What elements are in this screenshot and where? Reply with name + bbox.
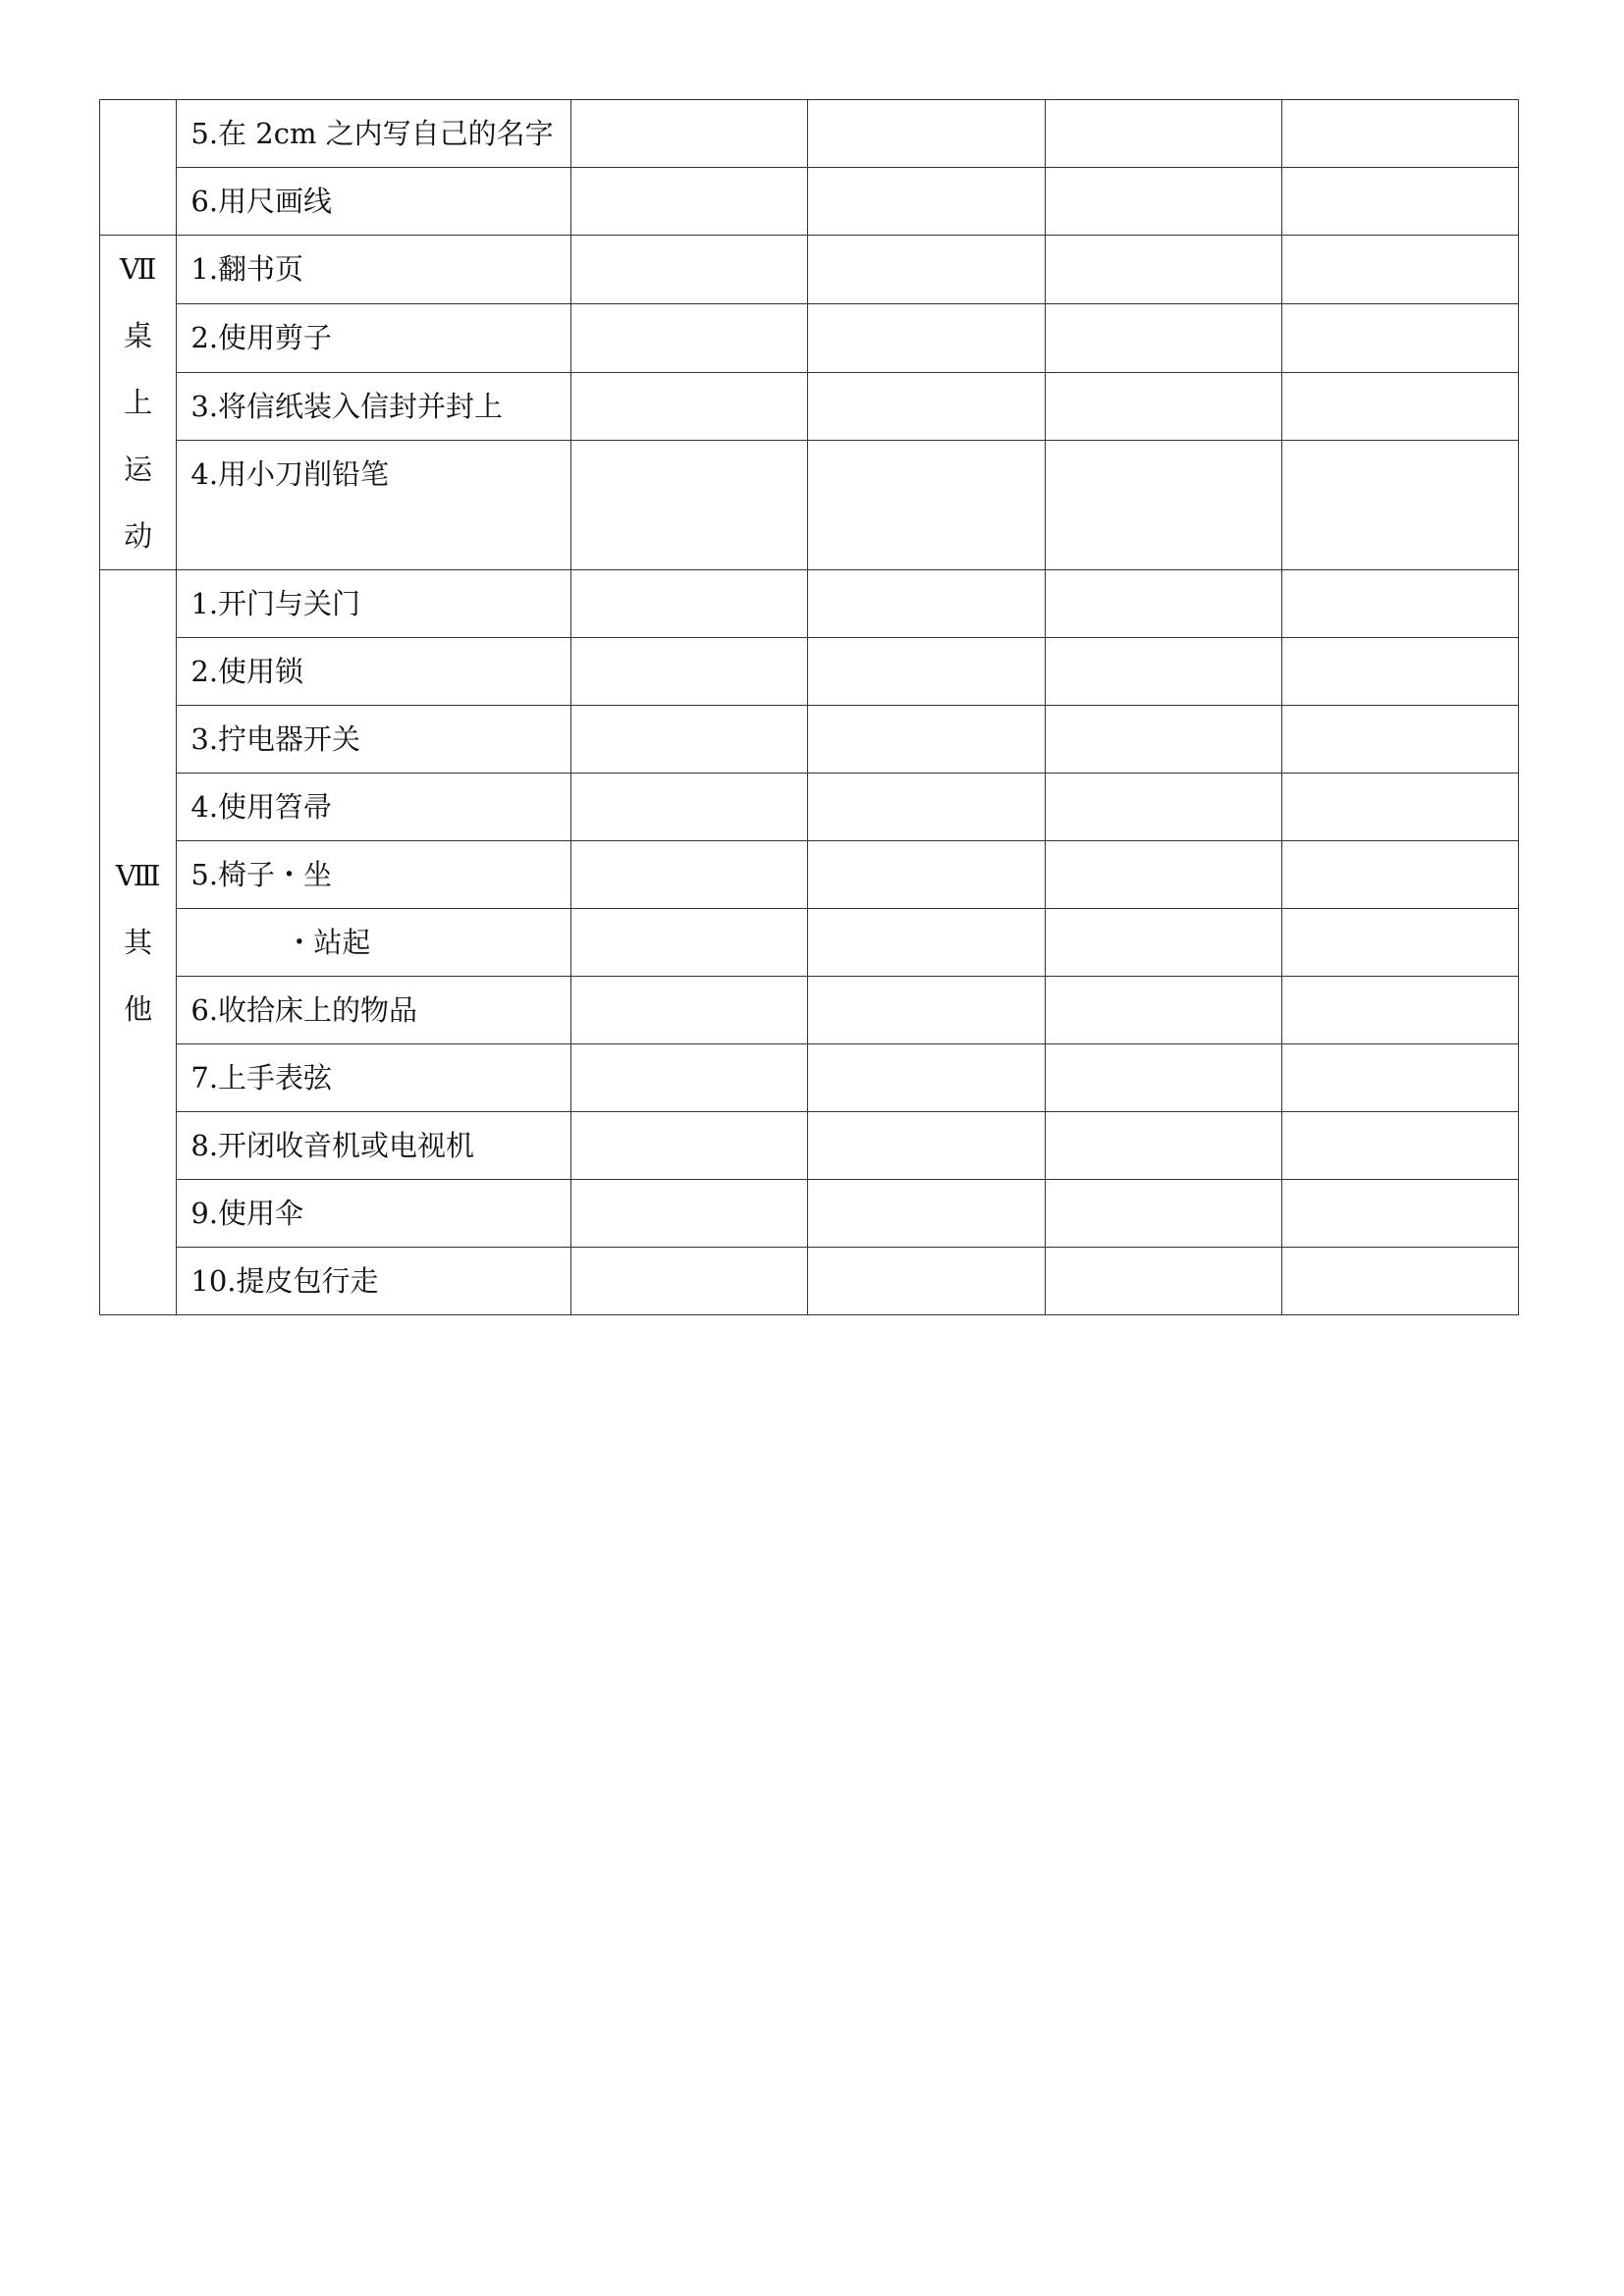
score-cell [571, 1180, 808, 1248]
score-cell [1281, 841, 1518, 909]
category-cell-empty [100, 100, 177, 236]
score-cell [1281, 909, 1518, 977]
score-cell [571, 1044, 808, 1112]
score-cell [1281, 1112, 1518, 1180]
score-cell [571, 372, 808, 441]
score-cell [571, 303, 808, 372]
score-cell [808, 1180, 1045, 1248]
score-cell [808, 100, 1045, 168]
score-cell [808, 372, 1045, 441]
item-cell: 6.用尺画线 [177, 168, 571, 236]
score-cell [1281, 706, 1518, 774]
score-cell [571, 236, 808, 304]
score-cell [1281, 303, 1518, 372]
table-row [100, 638, 1519, 706]
table-row [100, 1044, 1519, 1112]
score-cell [1281, 977, 1518, 1044]
score-cell [808, 1248, 1045, 1315]
score-cell [808, 168, 1045, 236]
table-row [100, 774, 1519, 841]
category-label-line: 其 [124, 926, 153, 959]
score-cell [808, 909, 1045, 977]
score-cell [571, 168, 808, 236]
item-cell: 2.使用剪子 [177, 303, 571, 372]
score-cell [1281, 236, 1518, 304]
table-row [100, 372, 1519, 441]
score-cell [1045, 1180, 1281, 1248]
item-sub-label: ・站起 [285, 925, 371, 959]
score-cell [808, 1112, 1045, 1180]
score-cell [1281, 1248, 1518, 1315]
item-cell: 7.上手表弦 [177, 1044, 571, 1112]
table-row [100, 168, 1519, 236]
item-cell: 9.使用伞 [177, 1180, 571, 1248]
score-cell [571, 1112, 808, 1180]
item-cell: 1.开门与关门 [177, 570, 571, 638]
score-cell [571, 441, 808, 570]
score-cell [808, 303, 1045, 372]
category-label-line: Ⅶ [119, 252, 157, 286]
item-cell: 3.将信纸装入信封并封上 [177, 372, 571, 441]
item-cell: 5.椅子・坐 [177, 841, 571, 909]
score-cell [571, 909, 808, 977]
score-cell [1045, 1112, 1281, 1180]
item-cell: 4.使用笤帚 [177, 774, 571, 841]
category-label-line: 运 [124, 453, 153, 486]
score-cell [1281, 638, 1518, 706]
score-cell [808, 236, 1045, 304]
item-cell: 3.拧电器开关 [177, 706, 571, 774]
table-row [100, 303, 1519, 372]
score-cell [1045, 706, 1281, 774]
score-cell [1045, 570, 1281, 638]
table-row [100, 909, 1519, 977]
score-cell [808, 977, 1045, 1044]
score-cell [1045, 168, 1281, 236]
score-cell [1281, 570, 1518, 638]
score-cell [1281, 1044, 1518, 1112]
item-cell: 4.用小刀削铅笔 [177, 441, 571, 570]
category-label-line: 桌 [124, 319, 153, 352]
score-cell [808, 1044, 1045, 1112]
table-row [100, 236, 1519, 304]
item-cell: 1.翻书页 [177, 236, 571, 304]
item-cell: 8.开闭收音机或电视机 [177, 1112, 571, 1180]
table-row [100, 1248, 1519, 1315]
score-cell [808, 774, 1045, 841]
category-cell-desk-movement [100, 236, 177, 570]
score-cell [808, 570, 1045, 638]
item-cell: 2.使用锁 [177, 638, 571, 706]
score-cell [1045, 909, 1281, 977]
table-row [100, 441, 1519, 570]
item-cell: 6.收拾床上的物品 [177, 977, 571, 1044]
table-row [100, 706, 1519, 774]
score-cell [1281, 441, 1518, 570]
score-cell [1045, 236, 1281, 304]
assessment-table [99, 99, 1519, 1315]
score-cell [808, 841, 1045, 909]
score-cell [571, 1248, 808, 1315]
item-cell-sub [177, 909, 571, 977]
score-cell [1045, 638, 1281, 706]
score-cell [808, 638, 1045, 706]
score-cell [808, 706, 1045, 774]
table-row [100, 977, 1519, 1044]
score-cell [1045, 774, 1281, 841]
score-cell [1045, 841, 1281, 909]
score-cell [571, 100, 808, 168]
score-cell [571, 977, 808, 1044]
table-row [100, 1112, 1519, 1180]
table-row [100, 100, 1519, 168]
score-cell [571, 841, 808, 909]
table-row [100, 841, 1519, 909]
score-cell [1045, 1248, 1281, 1315]
item-cell: 5.在 2cm 之内写自己的名字 [177, 100, 571, 168]
category-label-line: 上 [124, 386, 153, 419]
score-cell [571, 706, 808, 774]
score-cell [1045, 372, 1281, 441]
score-cell [1045, 1044, 1281, 1112]
score-cell [571, 774, 808, 841]
score-cell [1281, 372, 1518, 441]
score-cell [808, 441, 1045, 570]
score-cell [1281, 774, 1518, 841]
category-label-line: 他 [124, 992, 153, 1026]
category-label-line: Ⅷ [115, 859, 161, 892]
score-cell [1045, 303, 1281, 372]
item-cell: 10.提皮包行走 [177, 1248, 571, 1315]
score-cell [1045, 100, 1281, 168]
score-cell [571, 638, 808, 706]
table-row [100, 1180, 1519, 1248]
score-cell [1281, 100, 1518, 168]
score-cell [1045, 977, 1281, 1044]
table-row [100, 570, 1519, 638]
score-cell [571, 570, 808, 638]
category-label-line: 动 [124, 519, 153, 553]
score-cell [1045, 441, 1281, 570]
score-cell [1281, 1180, 1518, 1248]
score-cell [1281, 168, 1518, 236]
category-cell-other [100, 570, 177, 1315]
